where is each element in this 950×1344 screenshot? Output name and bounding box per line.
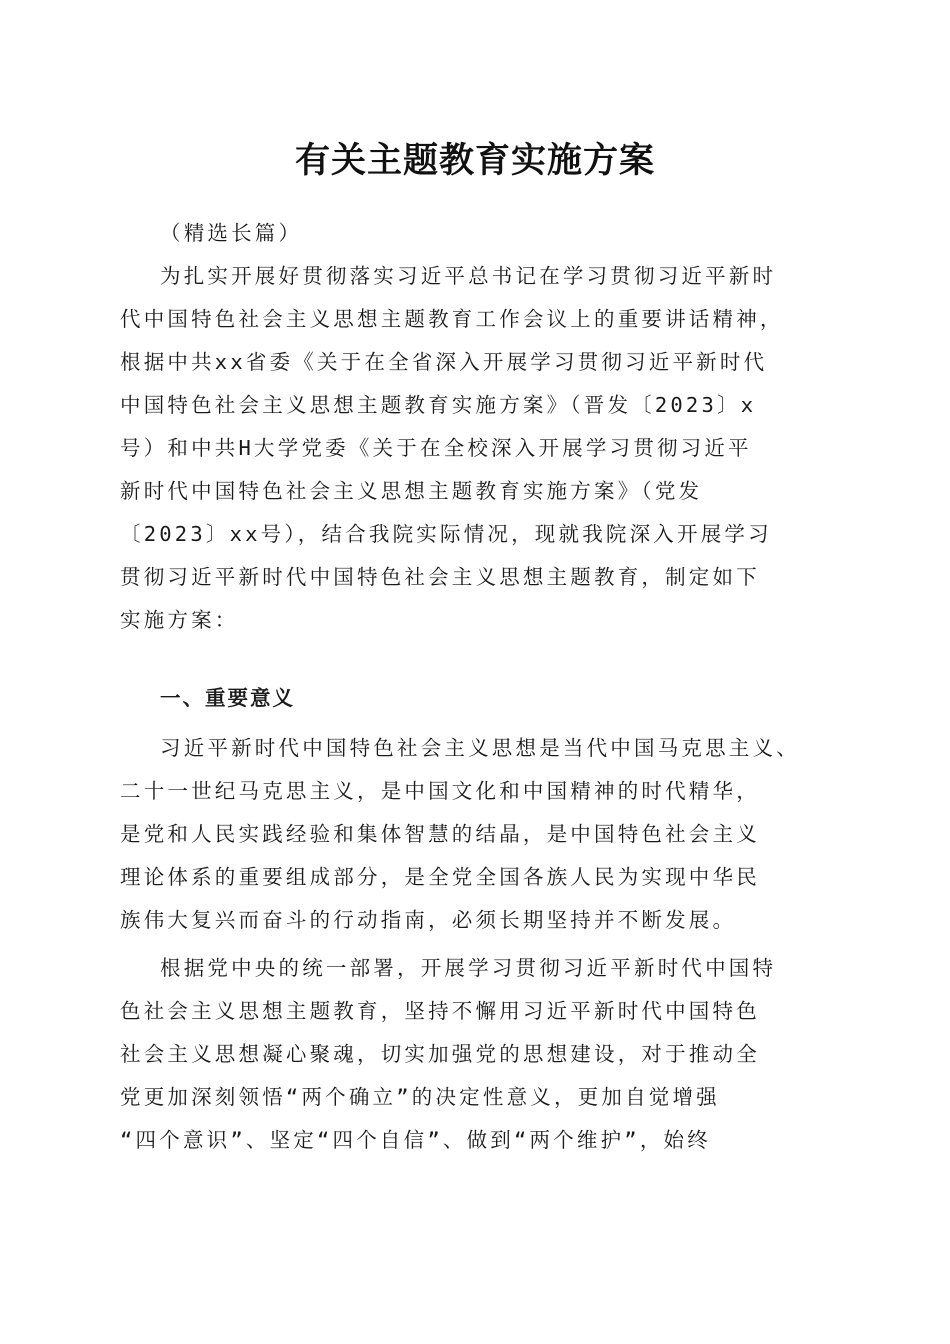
paragraph-line: “四个意识”、坚定“四个自信”、做到“两个维护”，始终 bbox=[120, 1128, 711, 1152]
intro-line: 中国特色社会主义思想主题教育实施方案》（晋发〔2023〕x bbox=[120, 393, 757, 417]
intro-line: 贯彻习近平新时代中国特色社会主义思想主题教育，制定如下 bbox=[120, 565, 760, 589]
section1-paragraph-1 bbox=[120, 727, 832, 942]
section-heading-block bbox=[120, 677, 832, 720]
intro-section bbox=[120, 212, 832, 642]
paragraph-line: 社会主义思想凝心聚魂，切实加强党的思想建设，对于推动全 bbox=[120, 1042, 760, 1066]
section-heading: 一、重要意义 bbox=[160, 686, 295, 710]
paragraph-line: 理论体系的重要组成部分，是全党全国各族人民为实现中华民 bbox=[120, 865, 760, 889]
paragraph-line: 习近平新时代中国特色社会主义思想是当代中国马克思主义、 bbox=[160, 736, 800, 760]
paragraph-line: 二十一世纪马克思主义，是中国文化和中国精神的时代精华， bbox=[120, 779, 760, 803]
paragraph-line: 党更加深刻领悟“两个确立”的决定性意义，更加自觉增强 bbox=[120, 1085, 720, 1109]
paragraph-line: 族伟大复兴而奋斗的行动指南，必须长期坚持并不断发展。 bbox=[120, 908, 737, 932]
intro-line: 号）和中共H大学党委《关于在全校深入开展学习贯彻习近平 bbox=[120, 436, 752, 460]
section1-paragraph-2 bbox=[120, 947, 832, 1162]
paragraph-line: 根据党中央的统一部署，开展学习贯彻习近平新时代中国特 bbox=[160, 956, 777, 980]
intro-line: 为扎实开展好贯彻落实习近平总书记在学习贯彻习近平新时 bbox=[160, 264, 777, 288]
intro-line: 根据中共xx省委《关于在全省深入开展学习贯彻习近平新时代 bbox=[120, 350, 768, 374]
intro-line: 代中国特色社会主义思想主题教育工作会议上的重要讲话精神， bbox=[120, 307, 784, 331]
document-subtitle: （精选长篇） bbox=[160, 221, 303, 245]
intro-line: 〔2023〕xx号），结合我院实际情况，现就我院深入开展学习 bbox=[120, 522, 772, 546]
intro-line: 实施方案： bbox=[120, 608, 239, 632]
paragraph-line: 是党和人民实践经验和集体智慧的结晶，是中国特色社会主义 bbox=[120, 822, 760, 846]
document-title: 有关主题教育实施方案 bbox=[294, 140, 655, 181]
paragraph-line: 色社会主义思想主题教育，坚持不懈用习近平新时代中国特色 bbox=[120, 999, 760, 1023]
intro-line: 新时代中国特色社会主义思想主题教育实施方案》（党发 bbox=[120, 479, 703, 503]
